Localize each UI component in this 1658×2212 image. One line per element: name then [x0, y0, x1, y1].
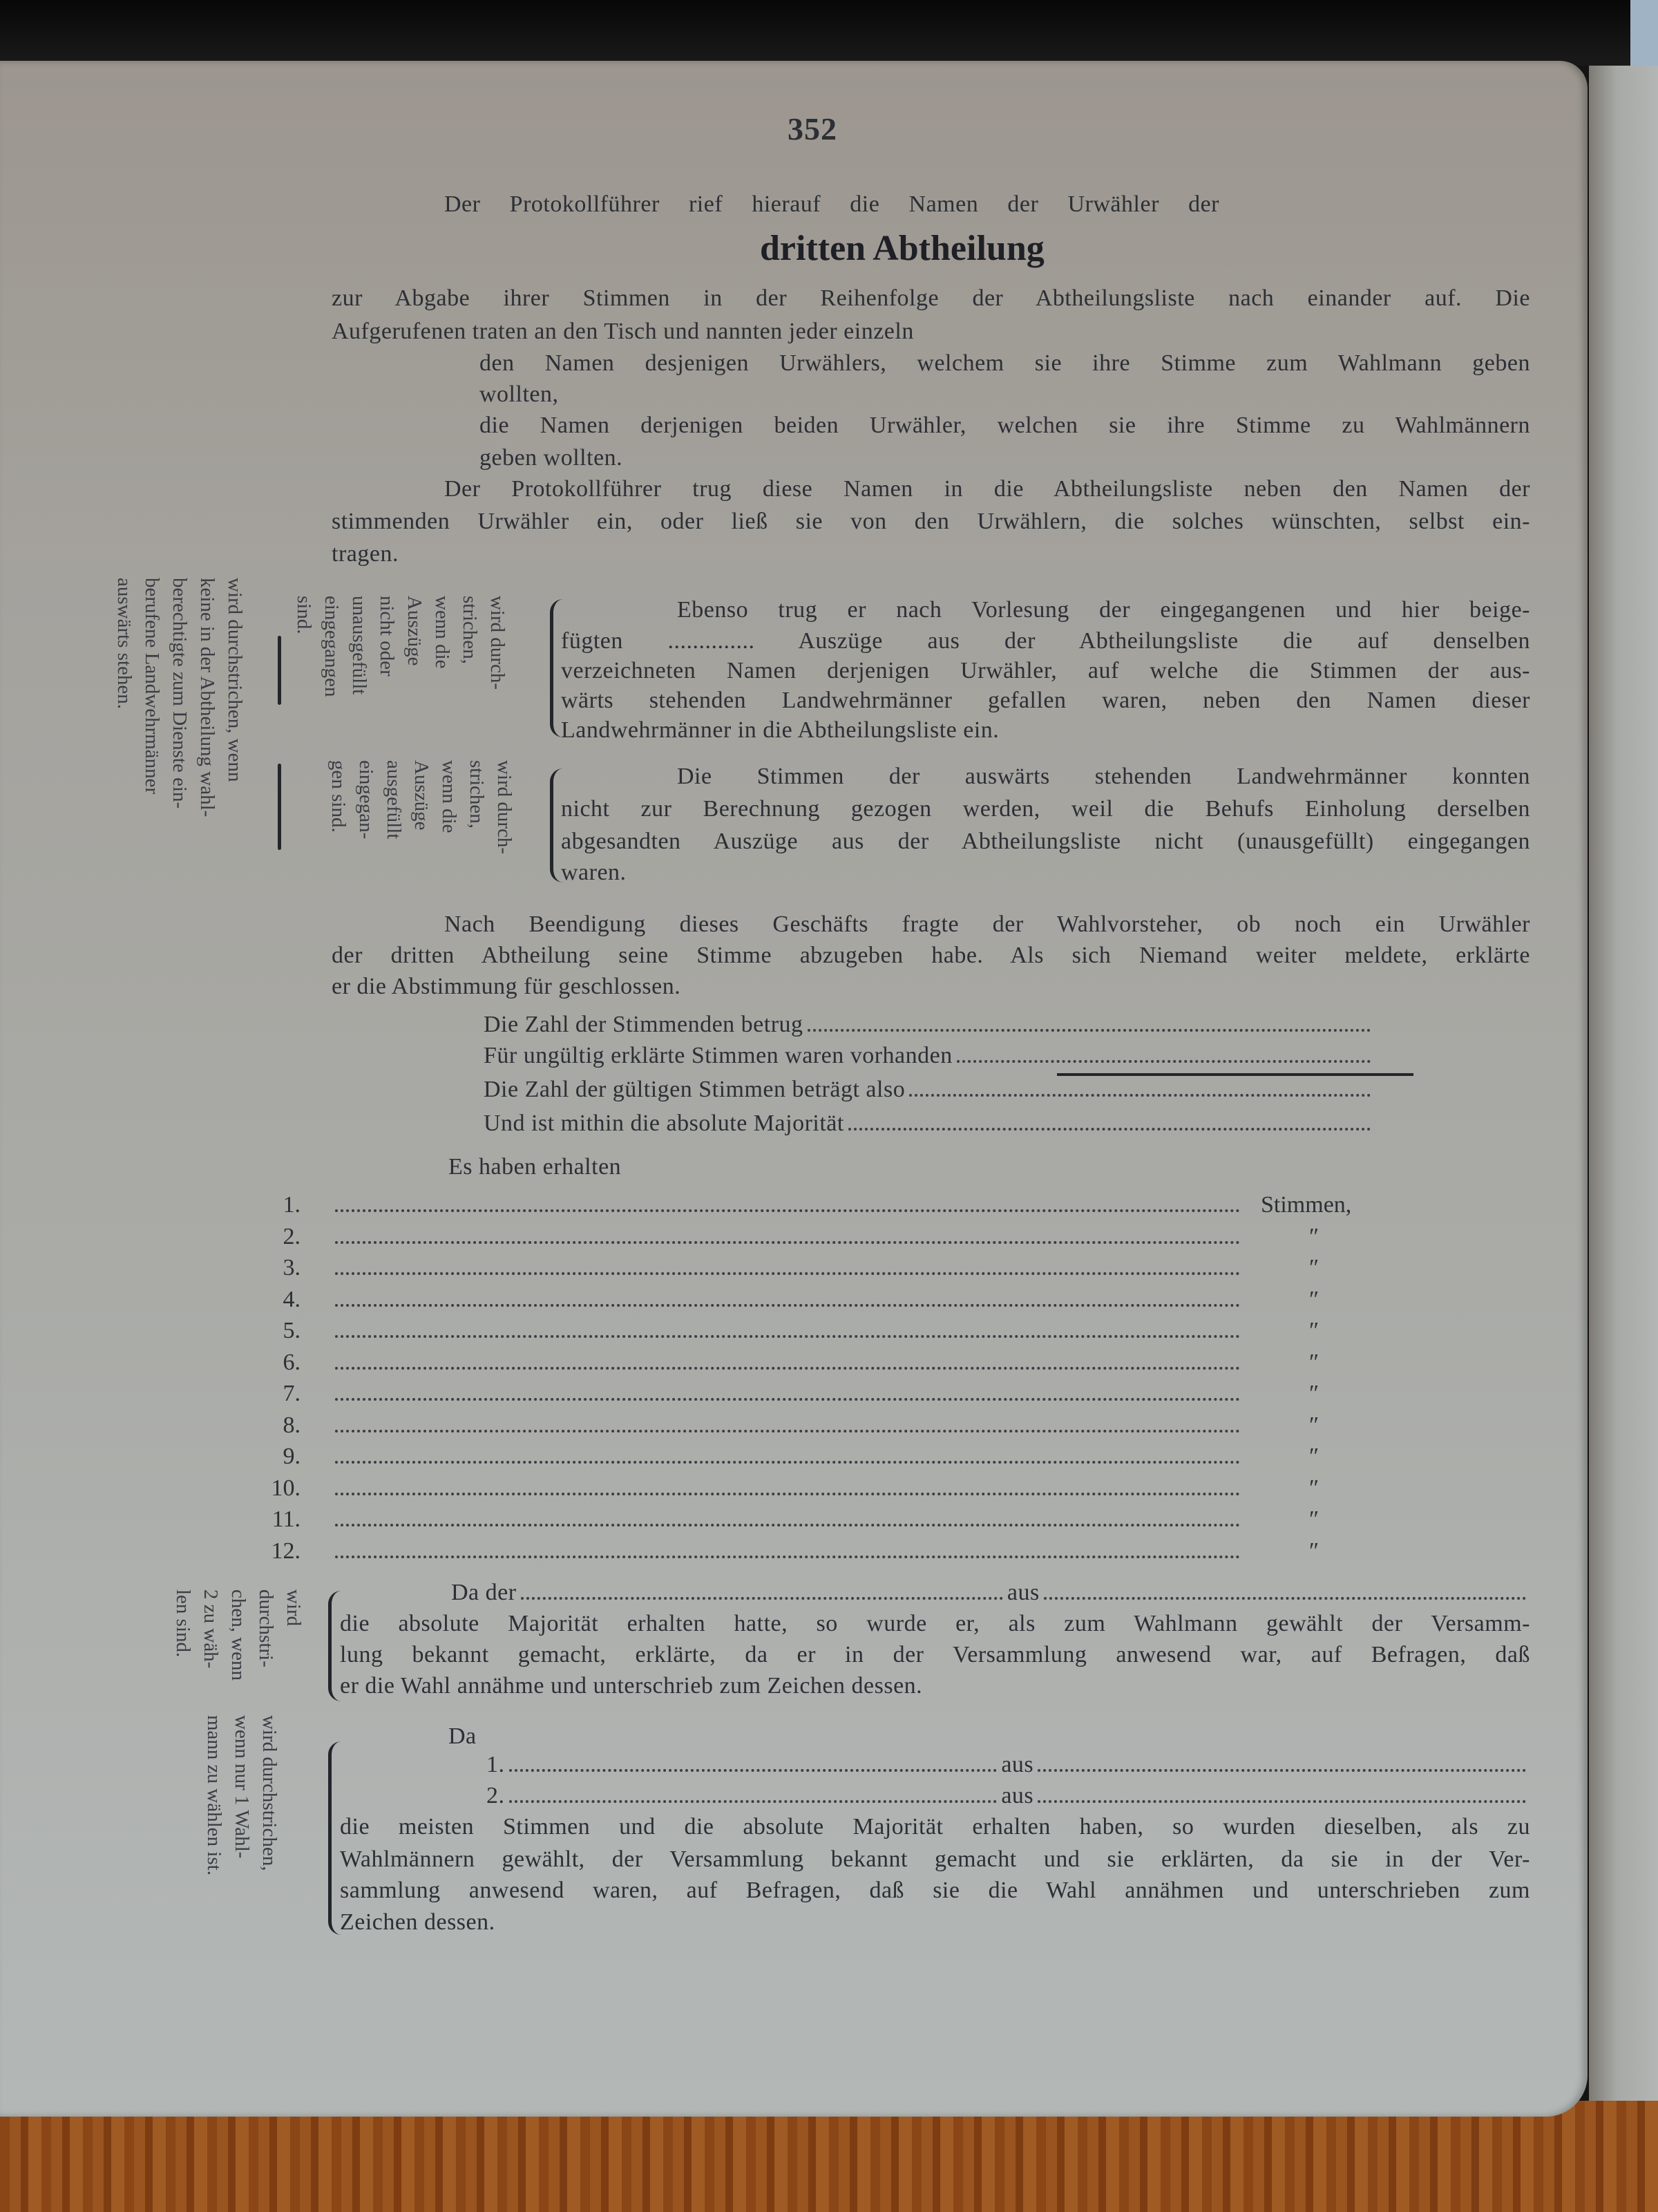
- note-line: strichen,: [466, 760, 488, 829]
- text-line: er die Wahl annähme und unterschrieb zum Zeichen dessen.: [340, 1673, 923, 1699]
- text-line: geben wollten.: [479, 445, 623, 471]
- note-line: sind.: [293, 596, 315, 634]
- row-number: 11.: [271, 1506, 301, 1532]
- background-strip: [1630, 0, 1658, 66]
- candidate-row: [263, 1348, 1437, 1378]
- tally-absolute-majority: [484, 1108, 1375, 1139]
- ditto-mark: ″: [1309, 1287, 1319, 1312]
- row-number: 9.: [283, 1444, 301, 1469]
- note-line: wenn nur 1 Wahl-: [231, 1715, 253, 1859]
- ditto-mark: ″: [1309, 1538, 1319, 1564]
- margin-note-d: [169, 1589, 307, 1707]
- text-fragment: aus: [1001, 1783, 1034, 1808]
- unit-label: Stimmen,: [1261, 1192, 1352, 1218]
- tally-label: Die Zahl der gültigen Stimmen beträgt also: [484, 1077, 906, 1102]
- fill-in-blank[interactable]: [335, 1461, 1240, 1464]
- row-number: 2.: [283, 1224, 301, 1249]
- text-line: Landwehrmänner in die Abtheilungsliste ein.: [561, 717, 1000, 743]
- received-label: Es haben erhalten: [448, 1154, 622, 1180]
- fill-in-blank[interactable]: [335, 1556, 1240, 1558]
- fill-in-blank[interactable]: [848, 1128, 1371, 1131]
- fill-in-blank-place[interactable]: [1044, 1597, 1526, 1600]
- note-line: chen, wenn: [227, 1589, 249, 1681]
- fill-in-blank[interactable]: [335, 1241, 1240, 1244]
- ditto-mark: ″: [1309, 1381, 1319, 1406]
- note-line: wird durchstrichen, wenn: [224, 578, 246, 782]
- fill-in-blank-name[interactable]: [521, 1597, 1003, 1600]
- ditto-mark: ″: [1309, 1224, 1319, 1249]
- text-line: Zeichen dessen.: [340, 1909, 495, 1935]
- text-fragment: aus: [1007, 1580, 1040, 1605]
- note-line: wenn die: [431, 596, 453, 669]
- ditto-mark: ″: [1309, 1475, 1319, 1501]
- fill-in-blank[interactable]: [335, 1335, 1240, 1338]
- row-number: 6.: [283, 1350, 301, 1375]
- fill-in-blank[interactable]: [335, 1272, 1240, 1275]
- ditto-mark: ″: [1309, 1350, 1319, 1375]
- margin-note-e: [200, 1715, 283, 1950]
- text-line: er die Abstimmung für geschlossen.: [332, 974, 681, 999]
- candidate-row: [263, 1222, 1437, 1252]
- note-line: auswärts stehen.: [113, 578, 135, 710]
- note-line: keine in der Abtheilung wahl-: [196, 578, 218, 817]
- margin-note-b: [325, 760, 518, 898]
- text-line: Ebenso trug er nach Vorlesung der eingegangenen und hier beige-: [677, 597, 1530, 623]
- text-line: die Namen derjenigen beiden Urwähler, welchen sie ihre Stimme zu Wahlmännern: [479, 413, 1530, 438]
- fill-in-blank-name[interactable]: [509, 1769, 998, 1772]
- text-line: fügten .............. Auszüge aus der Abtheilungsliste die auf denselben: [561, 628, 1530, 654]
- note-line: mann zu wählen ist.: [203, 1715, 225, 1875]
- text-line: Wahlmännern gewählt, der Versammlung bekannt gemacht und sie erklärten, da sie in der Ver-: [340, 1846, 1530, 1872]
- note-line: Auszüge: [410, 760, 432, 831]
- candidate-row: [263, 1285, 1437, 1315]
- row-number: 4.: [283, 1287, 301, 1312]
- note-line: ausgefüllt: [383, 760, 405, 840]
- elected-item-1: [486, 1750, 1530, 1780]
- text-line: die absolute Majorität erhalten hatte, so wurde er, als zum Wahlmann gewählt der Versamm-: [340, 1611, 1530, 1636]
- text-line: zur Abgabe ihrer Stimmen in der Reihenfolge der Abtheilungsliste nach einander auf. Die: [332, 285, 1530, 311]
- note-line: wird: [283, 1589, 305, 1627]
- text-line: wärts stehenden Landwehrmänner gefallen waren, neben den Namen dieser: [561, 688, 1530, 713]
- page-number: 352: [788, 111, 837, 146]
- row-number: 8.: [283, 1412, 301, 1438]
- tally-invalid-votes: [484, 1041, 1375, 1071]
- row-number: 7.: [283, 1381, 301, 1406]
- text-fragment: Da der: [451, 1580, 517, 1605]
- candidate-row: [263, 1441, 1437, 1472]
- fill-in-blank[interactable]: [335, 1524, 1240, 1526]
- item-number: 2.: [486, 1783, 505, 1808]
- intro-line: Der Protokollführer rief hierauf die Namen der Urwähler der: [444, 191, 1219, 217]
- adjacent-page-edge: [1589, 66, 1658, 2125]
- fill-in-blank[interactable]: [808, 1029, 1371, 1032]
- fill-in-blank[interactable]: [335, 1304, 1240, 1307]
- candidate-row: [263, 1410, 1437, 1441]
- ditto-mark: ″: [1309, 1444, 1319, 1469]
- wooden-table-surface: [0, 2101, 1658, 2212]
- text-line: den Namen desjenigen Urwählers, welchem sie ihre Stimme zum Wahlmann geben: [479, 350, 1530, 376]
- candidate-row: [263, 1473, 1437, 1504]
- note-line: wird durch-: [486, 596, 508, 690]
- tally-valid-votes: [484, 1075, 1375, 1105]
- tally-label: Und ist mithin die absolute Majorität: [484, 1110, 844, 1136]
- candidate-row: [263, 1536, 1437, 1567]
- text-line: tragen.: [332, 541, 399, 567]
- candidate-row: [263, 1253, 1437, 1283]
- note-line: berufene Landwehrmänner: [141, 578, 163, 795]
- text-line: lung bekannt gemacht, erklärte, da er in der Versammlung anwesend war, auf Befragen, daß: [340, 1642, 1530, 1667]
- note-line: durchstri-: [255, 1589, 277, 1667]
- fill-in-blank[interactable]: [909, 1094, 1371, 1097]
- note-line: strichen,: [459, 596, 481, 665]
- note-line: eingegangen: [321, 596, 343, 697]
- fill-in-blank-name[interactable]: [509, 1800, 998, 1803]
- text-line: abgesandten Auszüge aus der Abtheilungsliste nicht (unausgefüllt) eingegangen: [561, 829, 1530, 854]
- row-number: 3.: [283, 1255, 301, 1280]
- note-line: len sind.: [172, 1589, 194, 1658]
- tally-total-voters: [484, 1010, 1375, 1040]
- section-heading: dritten Abtheilung: [760, 229, 1045, 268]
- row-number: 12.: [271, 1538, 301, 1564]
- row-number: 5.: [283, 1318, 301, 1343]
- text-line: verzeichneten Namen derjenigen Urwähler, auf welche die Stimmen der aus-: [561, 658, 1530, 683]
- tally-label: Für ungültig erklärte Stimmen waren vorhanden: [484, 1043, 953, 1068]
- separator-rule: [278, 764, 281, 850]
- margin-note-a: [290, 596, 511, 775]
- margin-note-c: [111, 578, 249, 868]
- note-line: gen sind.: [327, 760, 350, 833]
- text-line: nicht zur Berechnung gezogen werden, weil die Behufs Einholung derselben: [561, 796, 1530, 822]
- fill-in-blank[interactable]: [335, 1367, 1240, 1370]
- ditto-mark: ″: [1309, 1506, 1319, 1532]
- candidate-row: [263, 1190, 1437, 1220]
- text-line: sammlung anwesend waren, auf Befragen, daß sie die Wahl annähmen und unterschrieben zum: [340, 1878, 1530, 1903]
- text-line: Da: [448, 1723, 477, 1749]
- text-line: Nach Beendigung dieses Geschäfts fragte der Wahlvorsteher, ob noch ein Urwähler: [444, 911, 1530, 937]
- fill-in-blank[interactable]: [335, 1209, 1240, 1212]
- text-line: stimmenden Urwähler ein, oder ließ sie von den Urwählern, die solches wünschten, selbst ein-: [332, 509, 1530, 534]
- note-line: wenn die: [438, 760, 460, 833]
- fill-in-blank[interactable]: [335, 1430, 1240, 1433]
- text-line: Die Stimmen der auswärts stehenden Landwehrmänner konnten: [677, 764, 1530, 789]
- row-number: 1.: [283, 1192, 301, 1218]
- note-line: wird durchstrichen,: [258, 1715, 280, 1871]
- text-line: waren.: [561, 860, 627, 885]
- fill-in-blank[interactable]: [957, 1060, 1371, 1063]
- note-line: berechtigte zum Dienste ein-: [169, 578, 191, 809]
- elected-item-2: [486, 1781, 1530, 1811]
- ditto-mark: ″: [1309, 1255, 1319, 1280]
- ditto-mark: ″: [1309, 1412, 1319, 1438]
- candidate-row: [263, 1379, 1437, 1409]
- row-number: 10.: [271, 1475, 301, 1501]
- note-line: wird durch-: [493, 760, 515, 855]
- fill-in-blank[interactable]: [335, 1398, 1240, 1401]
- elected-single-line: [451, 1578, 1530, 1608]
- fill-in-blank-place[interactable]: [1038, 1800, 1526, 1803]
- note-line: 2 zu wäh-: [200, 1589, 222, 1669]
- candidate-row: [263, 1316, 1437, 1346]
- text-line: der dritten Abtheilung seine Stimme abzugeben habe. Als sich Niemand weiter meldete, erklärte: [332, 943, 1530, 968]
- note-line: Auszüge: [403, 596, 426, 666]
- dark-background-top: [0, 0, 1658, 66]
- note-line: nicht oder: [376, 596, 398, 677]
- fill-in-blank[interactable]: [335, 1493, 1240, 1495]
- note-line: eingegan-: [355, 760, 377, 840]
- fill-in-blank-place[interactable]: [1038, 1769, 1526, 1772]
- ditto-mark: ″: [1309, 1318, 1319, 1343]
- text-line: Aufgerufenen traten an den Tisch und nannten jeder einzeln: [332, 319, 914, 344]
- note-line: unausgefüllt: [348, 596, 370, 695]
- tally-label: Die Zahl der Stimmenden betrug: [484, 1012, 803, 1037]
- text-line: Der Protokollführer trug diese Namen in die Abtheilungsliste neben den Namen der: [444, 476, 1530, 502]
- candidate-row: [263, 1504, 1437, 1535]
- text-fragment: aus: [1001, 1752, 1034, 1777]
- separator-rule: [278, 636, 281, 705]
- text-line: die meisten Stimmen und die absolute Majorität erhalten haben, so wurden dieselben, als zu: [340, 1814, 1530, 1840]
- text-line: wollten,: [479, 381, 559, 407]
- item-number: 1.: [486, 1752, 505, 1777]
